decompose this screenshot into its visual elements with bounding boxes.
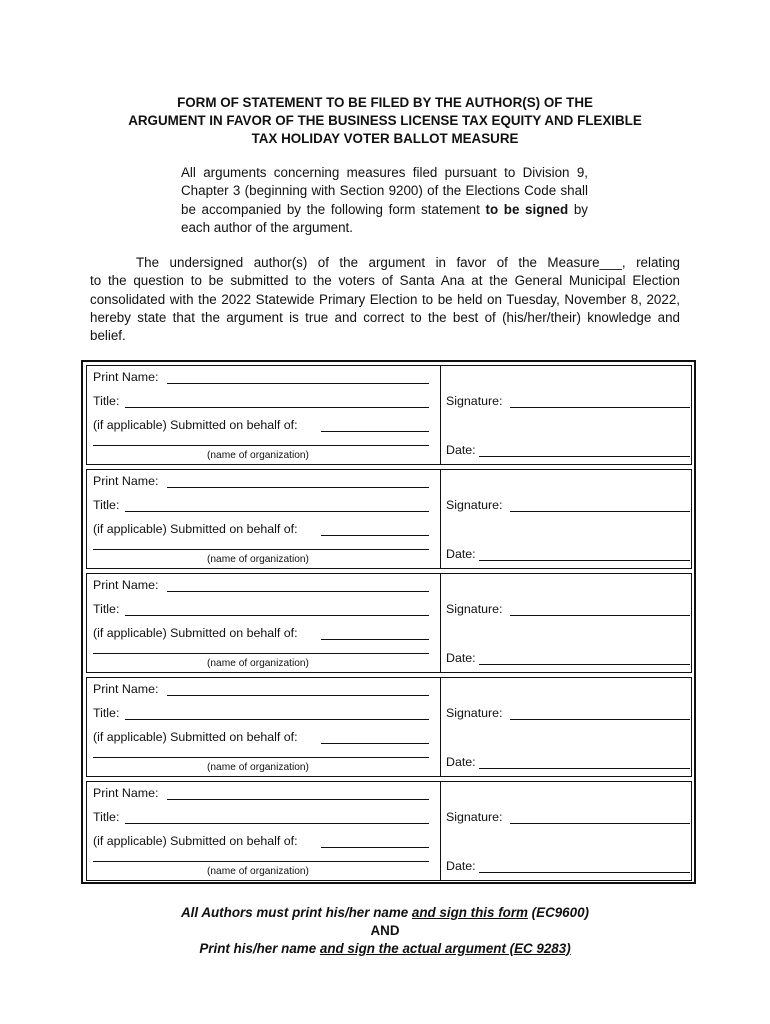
organization-caption: (name of organization) — [207, 554, 309, 565]
intro-bold-text: to be signed — [485, 201, 569, 217]
behalf-field[interactable] — [321, 535, 429, 536]
signature-label: Signature: — [446, 498, 503, 512]
behalf-label: (if applicable) Submitted on behalf of: — [93, 626, 298, 640]
organization-caption: (name of organization) — [207, 658, 309, 669]
organization-caption: (name of organization) — [207, 866, 309, 877]
print-name-label: Print Name: — [93, 474, 159, 488]
behalf-field[interactable] — [321, 847, 429, 848]
print-name-field[interactable] — [167, 487, 429, 488]
title-label: Title: — [93, 602, 120, 616]
date-label: Date: — [446, 755, 476, 769]
print-name-field[interactable] — [167, 591, 429, 592]
signature-label: Signature: — [446, 706, 503, 720]
print-name-label: Print Name: — [93, 682, 159, 696]
signature-field[interactable] — [510, 511, 690, 512]
author-block — [86, 365, 692, 465]
footer-instructions — [90, 904, 680, 957]
print-name-label: Print Name: — [93, 370, 159, 384]
column-divider — [440, 782, 441, 880]
title-line-3: TAX HOLIDAY VOTER BALLOT MEASURE — [251, 131, 519, 146]
footer-text-2: Print his/her name — [199, 940, 320, 956]
column-divider — [440, 366, 441, 464]
signature-field[interactable] — [510, 823, 690, 824]
signature-label: Signature: — [446, 602, 503, 616]
date-field[interactable] — [479, 664, 690, 665]
date-field[interactable] — [479, 560, 690, 561]
footer-citation: (EC9600) — [527, 905, 589, 920]
behalf-label: (if applicable) Submitted on behalf of: — [93, 834, 298, 848]
date-field[interactable] — [479, 456, 690, 457]
title-label: Title: — [93, 706, 120, 720]
behalf-label: (if applicable) Submitted on behalf of: — [93, 730, 298, 744]
date-field[interactable] — [479, 768, 690, 769]
title-field[interactable] — [125, 511, 429, 512]
intro-text: All arguments concerning measures filed pursuant to Division 9, Chapter 3 (beginning with Section 9200) of the Elections Code shall be accompanied by the following form statement — [181, 165, 588, 217]
organization-field[interactable] — [93, 549, 429, 550]
footer-line-3 — [90, 940, 680, 958]
date-label: Date: — [446, 443, 476, 457]
date-field[interactable] — [479, 872, 690, 873]
footer-underlined-text-2: and sign the actual argument (EC 9283) — [319, 940, 571, 956]
date-label: Date: — [446, 859, 476, 873]
author-signature-table — [81, 360, 696, 884]
title-line-1: FORM OF STATEMENT TO BE FILED BY THE AUTHOR(S) OF THE — [177, 95, 593, 110]
statement-paragraph — [90, 254, 680, 345]
date-label: Date: — [446, 547, 476, 561]
title-line-2: ARGUMENT IN FAVOR OF THE BUSINESS LICENSE TAX EQUITY AND FLEXIBLE — [128, 113, 642, 128]
author-block — [86, 677, 692, 777]
print-name-label: Print Name: — [93, 578, 159, 592]
author-block — [86, 469, 692, 569]
column-divider — [440, 470, 441, 568]
organization-field[interactable] — [93, 653, 429, 654]
form-title — [70, 94, 700, 148]
behalf-field[interactable] — [321, 639, 429, 640]
title-label: Title: — [93, 810, 120, 824]
organization-caption: (name of organization) — [207, 450, 309, 461]
signature-field[interactable] — [510, 719, 690, 720]
title-label: Title: — [93, 498, 120, 512]
title-field[interactable] — [125, 719, 429, 720]
intro-paragraph — [181, 164, 588, 237]
author-block — [86, 781, 692, 881]
organization-field[interactable] — [93, 861, 429, 862]
footer-text: All Authors must print his/her name — [181, 905, 412, 920]
author-block — [86, 573, 692, 673]
print-name-field[interactable] — [167, 799, 429, 800]
date-label: Date: — [446, 651, 476, 665]
title-field[interactable] — [125, 615, 429, 616]
organization-field[interactable] — [93, 757, 429, 758]
intro-text-end: by each author of the argument. — [181, 201, 588, 235]
column-divider — [440, 678, 441, 776]
statement-body: to the question to be submitted to the voters of Santa Ana at the General Municipal Election consolidated with the 2022 Statewide Primary Election to be held on Tuesday, November 8, 2022, hereby state that the argument is true and correct to the best of (his/her/their) knowledge and belief. — [90, 273, 680, 344]
footer-and: AND — [370, 922, 400, 938]
statement-first-line: The undersigned author(s) of the argument in favor of the Measure___, relating — [136, 255, 680, 270]
behalf-field[interactable] — [321, 431, 429, 432]
behalf-field[interactable] — [321, 743, 429, 744]
title-label: Title: — [93, 394, 120, 408]
behalf-label: (if applicable) Submitted on behalf of: — [93, 522, 298, 536]
title-field[interactable] — [125, 407, 429, 408]
column-divider — [440, 574, 441, 672]
footer-line-1 — [90, 904, 680, 922]
behalf-label: (if applicable) Submitted on behalf of: — [93, 418, 298, 432]
footer-underlined-text: and sign this form — [411, 905, 528, 920]
signature-label: Signature: — [446, 394, 503, 408]
signature-field[interactable] — [510, 407, 690, 408]
title-field[interactable] — [125, 823, 429, 824]
organization-field[interactable] — [93, 445, 429, 446]
signature-field[interactable] — [510, 615, 690, 616]
signature-label: Signature: — [446, 810, 503, 824]
print-name-field[interactable] — [167, 695, 429, 696]
print-name-label: Print Name: — [93, 786, 159, 800]
organization-caption: (name of organization) — [207, 762, 309, 773]
print-name-field[interactable] — [167, 383, 429, 384]
